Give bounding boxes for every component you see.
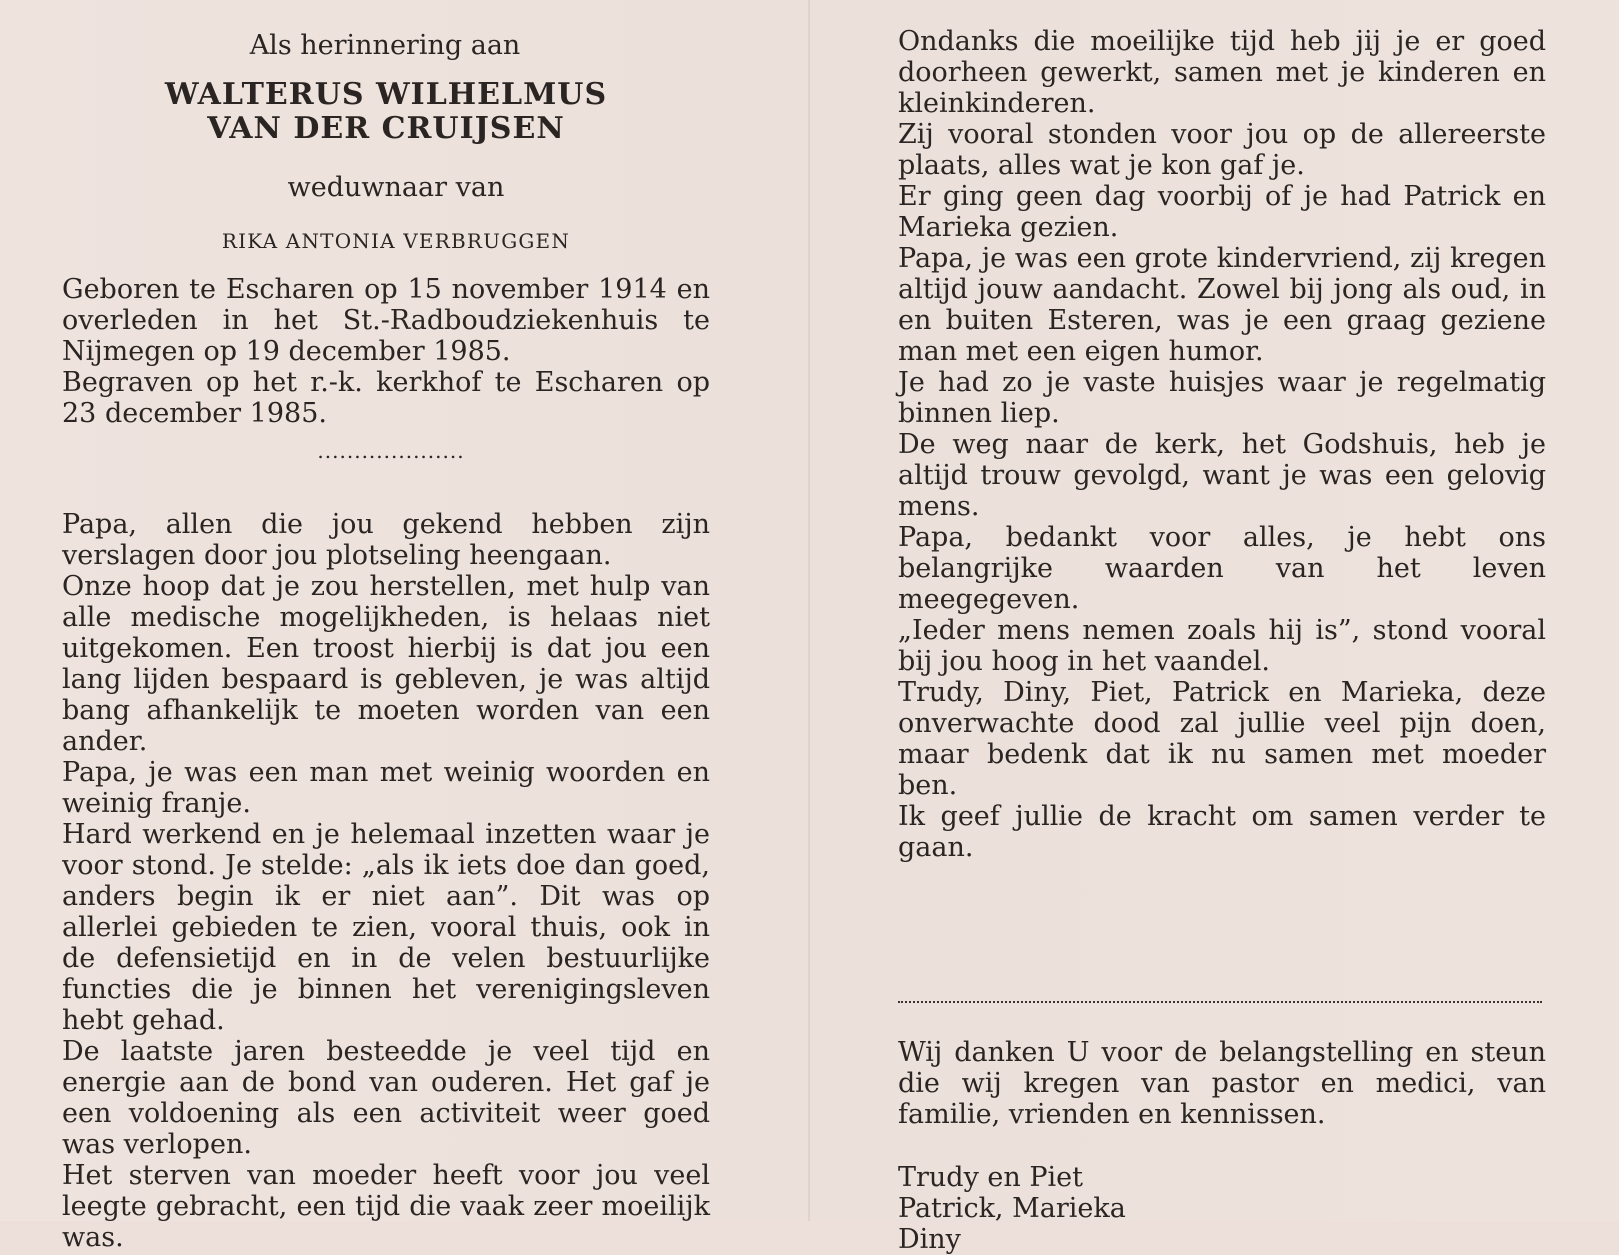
deceased-name <box>62 78 710 146</box>
dotted-separator: .................... <box>317 439 465 463</box>
tribute-paragraph: Trudy, Diny, Piet, Patrick en Marieka, deze onverwachte dood zal jullie veel pijn doen, maar bedenk dat ik nu samen met moeder ben. <box>898 677 1546 801</box>
tribute-paragraph: Je had zo je vaste huisjes waar je regelmatig binnen liep. <box>898 367 1546 429</box>
card-fold <box>808 0 810 1221</box>
tribute-paragraph: Onze hoop dat je zou herstellen, met hulp van alle medische mogelijkheden, is helaas niet uitgekomen. Een troost hierbij is dat jou een lang lijden bespaard is gebleven, je was altijd bang afhankelijk te moeten worden van een ander. <box>62 571 710 757</box>
tribute-paragraph: Papa, je was een grote kindervriend, zij kregen altijd jouw aandacht. Zowel bij jong als oud, in en buiten Esteren, was je een graag geziene man met een eigen humor. <box>898 243 1546 367</box>
dates-section <box>62 274 710 429</box>
thanks-paragraph: Wij danken U voor de belangstelling en steun die wij kregen van pastor en medici, van familie, vrienden en kennissen. <box>898 1037 1546 1130</box>
burial-paragraph: Begraven op het r.-k. kerkhof te Escharen op 23 december 1985. <box>62 367 710 429</box>
signoff-line: Trudy en Piet <box>898 1162 1084 1193</box>
spouse-name: RIKA ANTONIA VERBRUGGEN <box>221 229 571 253</box>
tribute-paragraph: De laatste jaren besteedde je veel tijd en energie aan de bond van ouderen. Het gaf je een voldoening als een activiteit weer goed was verlopen. <box>62 1036 710 1160</box>
tribute-paragraph: Hard werkend en je helemaal inzetten waar je voor stond. Je stelde: „als ik iets doe dan goed, anders begin ik er niet aan”. Dit was op allerlei gebieden te zien, vooral thuis, ook in de defensietijd en in de velen bestuurlijke functies die je binnen het verenigingsleven hebt gehad. <box>62 819 710 1036</box>
tribute-paragraph: Ik geef jullie de kracht om samen verder te gaan. <box>898 801 1546 863</box>
tribute-paragraph: De weg naar de kerk, het Godshuis, heb je altijd trouw gevolgd, want je was een gelovig mens. <box>898 429 1546 522</box>
birth-death-paragraph: Geboren te Escharen op 15 november 1914 en overleden in het St.-Radboudziekenhuis te Nijmegen op 19 december 1985. <box>62 274 710 367</box>
right-page <box>898 26 1546 1255</box>
tribute-paragraph: Ondanks die moeilijke tijd heb jij je er goed doorheen gewerkt, samen met je kinderen en kleinkinderen. <box>898 26 1546 119</box>
widower-line: weduwnaar van <box>287 172 505 203</box>
tribute-paragraph: Er ging geen dag voorbij of je had Patrick en Marieka gezien. <box>898 181 1546 243</box>
deceased-name-line-2: VAN DER CRUIJSEN <box>207 111 565 146</box>
signoff-line: Patrick, Marieka <box>898 1193 1126 1224</box>
tribute-paragraph: Zij vooral stonden voor jou op de allereerste plaats, alles wat je kon gaf je. <box>898 119 1546 181</box>
deceased-name-line-1: WALTERUS WILHELMUS <box>164 77 608 112</box>
signoff-line: Diny <box>898 1224 961 1255</box>
signoff <box>898 1162 1546 1255</box>
tribute-paragraph: „Ieder mens nemen zoals hij is”, stond vooral bij jou hoog in het vaandel. <box>898 615 1546 677</box>
tribute-paragraph: Papa, allen die jou gekend hebben zijn verslagen door jou plotseling heengaan. <box>62 509 710 571</box>
tribute-paragraph: Papa, je was een man met weinig woorden en weinig franje. <box>62 757 710 819</box>
dotted-divider <box>898 1001 1542 1005</box>
tribute-right <box>898 26 1546 863</box>
tribute-left <box>62 509 710 1253</box>
intro-line: Als herinnering aan <box>249 30 521 61</box>
tribute-paragraph: Het sterven van moeder heeft voor jou veel leegte gebracht, een tijd die vaak zeer moeilijk was. <box>62 1160 710 1253</box>
left-page <box>62 28 710 1253</box>
tribute-paragraph: Papa, bedankt voor alles, je hebt ons belangrijke waarden van het leven meegegeven. <box>898 522 1546 615</box>
